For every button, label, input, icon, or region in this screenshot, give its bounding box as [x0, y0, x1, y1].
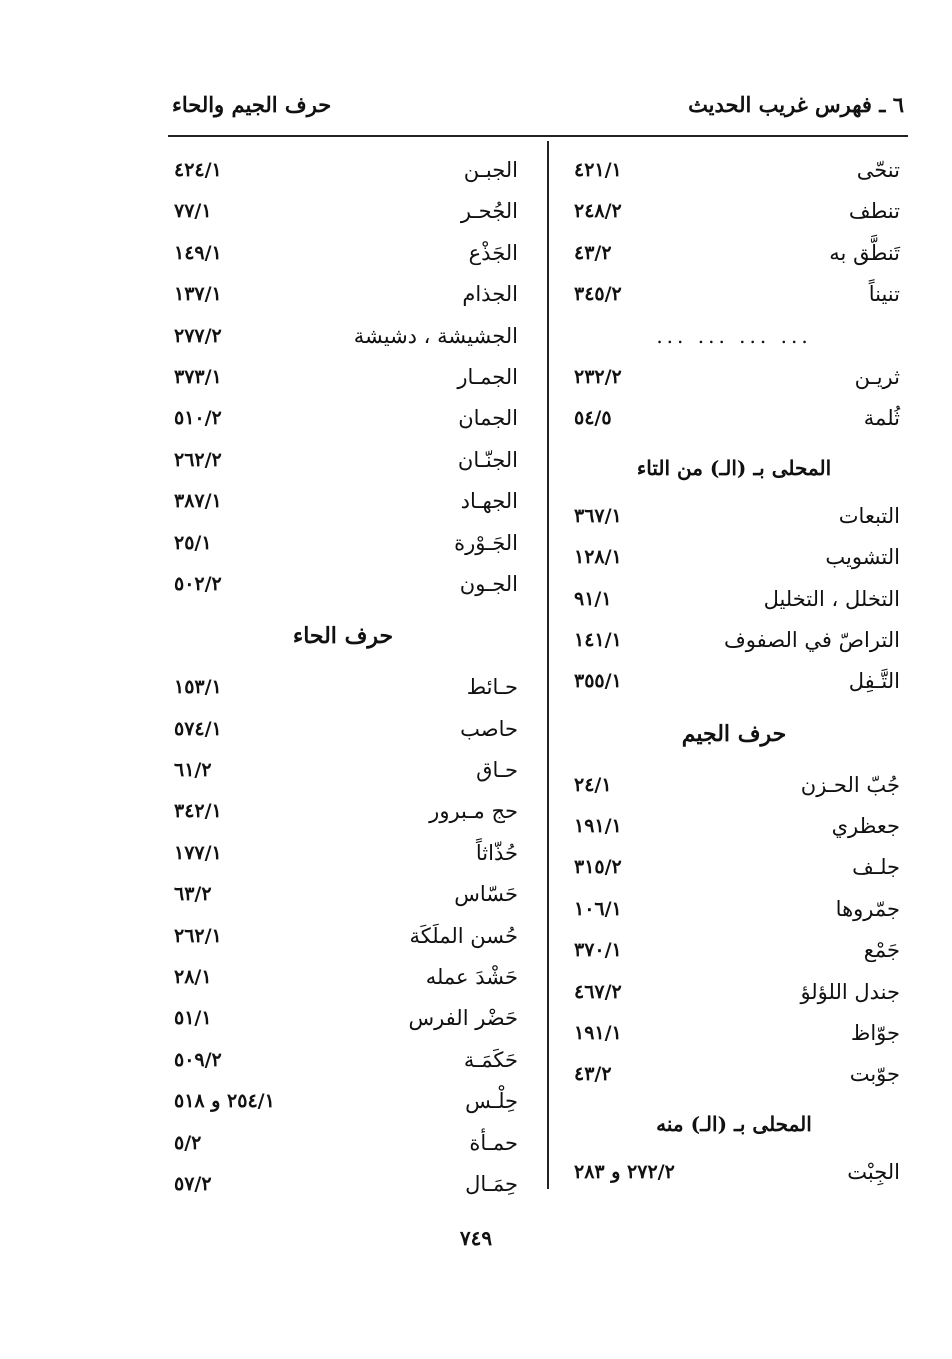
entry-ref: ٢٦٢/٢	[174, 448, 222, 471]
entry-term: الجمان	[458, 406, 518, 431]
entry-ref: ٢٨/١	[174, 966, 212, 989]
entry-term: حمـأة	[469, 1130, 518, 1155]
entry-ref: ٢٧٧/٢	[174, 324, 222, 347]
index-entry	[568, 1152, 900, 1193]
subheading-minhu: المحلى بـ (الـ) منه	[656, 1111, 812, 1136]
index-entry	[168, 357, 518, 398]
entry-ref: ٤٢١/١	[574, 159, 622, 181]
index-entry	[568, 496, 900, 537]
entry-term: الجبـن	[463, 158, 518, 182]
entry-ref: ١٢٨/١	[574, 546, 622, 569]
entry-term: حِلْـس	[465, 1089, 518, 1114]
index-entry	[568, 537, 900, 578]
entry-term: جوّبت	[849, 1062, 900, 1087]
entry-ref: ٣٨٧/١	[174, 490, 222, 513]
entry-ref: ٢٧٢/٢ و ٢٨٣	[574, 1160, 675, 1183]
entry-term: حُذّاثاً	[475, 840, 518, 865]
entry-ref: ٣١٥/٢	[574, 856, 622, 879]
entry-term: الجذام	[462, 282, 518, 307]
index-entry	[568, 1054, 900, 1095]
subheading-taa: المحلى بـ (الـ) من التاء	[636, 455, 832, 480]
entry-term: ثريـن	[854, 364, 900, 389]
index-entry	[168, 1081, 518, 1122]
entry-ref: ٦١/٢	[174, 759, 212, 782]
header-rule	[168, 135, 908, 137]
entry-term: جمّروها	[835, 896, 900, 921]
entry-ref: ٢٦٢/١	[174, 924, 222, 947]
entry-ref: ٢٤٨/٢	[574, 200, 622, 223]
index-entry	[168, 523, 518, 564]
entry-ref: ٣٧٣/١	[174, 365, 222, 388]
index-entry	[168, 750, 518, 791]
index-entry	[168, 233, 518, 274]
index-entry	[568, 661, 900, 702]
entry-term: حَكَمَـة	[463, 1047, 518, 1072]
entry-term: جعظري	[831, 814, 900, 839]
index-entry	[168, 709, 518, 750]
entry-ref: ٣٤٥/٢	[574, 283, 622, 306]
entry-term: حاصب	[460, 716, 518, 741]
index-entry	[168, 481, 518, 522]
index-entry	[168, 833, 518, 874]
entry-ref: ٥١/١	[174, 1007, 212, 1030]
entry-term: الجنّـان	[457, 447, 518, 472]
running-header-left: حرف الجيم والحاء	[172, 92, 332, 117]
entry-term: جوّاظ	[850, 1021, 900, 1046]
index-entry	[568, 150, 900, 191]
entry-ref: ٣٧٠/١	[574, 939, 622, 962]
entry-ref: ٧٧/١	[174, 200, 212, 223]
entry-ref: ٢٤/١	[574, 773, 612, 796]
entry-term: التشويب	[825, 545, 900, 570]
index-entry	[168, 957, 518, 998]
index-entry	[568, 357, 900, 398]
entry-term: الجَـوْرة	[454, 530, 518, 555]
index-entry	[568, 847, 900, 888]
index-entry	[168, 1164, 518, 1205]
entry-term: جَمْع	[863, 938, 900, 963]
running-header-right: ٦ ـ فهرس غريب الحديث	[688, 92, 904, 117]
entry-term: حَضْر الفرس	[408, 1006, 518, 1031]
entry-term: ثُلمة	[863, 406, 900, 431]
entry-term: جندل اللؤلؤ	[800, 979, 900, 1004]
right-column	[568, 150, 900, 1193]
index-entry	[568, 274, 900, 315]
index-entry	[568, 889, 900, 930]
entry-ref: ٢٥/١	[174, 531, 212, 554]
entry-term: حـائط	[466, 675, 518, 700]
entry-ref: ٩١/١	[574, 587, 612, 610]
entry-term: تنحّى	[856, 158, 900, 182]
entry-term: حج مـبرور	[429, 799, 518, 824]
index-entry	[168, 998, 518, 1039]
entry-term: حَشْدَ عمله	[425, 965, 518, 990]
entry-ref: ٥٧/٢	[174, 1172, 212, 1195]
entry-ref: ١٧٧/١	[174, 841, 222, 864]
entry-term: حِمَـال	[465, 1171, 518, 1196]
entry-ref: ٤٣/٢	[574, 241, 612, 264]
entry-ref: ٥٠٢/٢	[174, 572, 222, 595]
index-entry	[168, 316, 518, 357]
entry-term: جلـف	[852, 855, 900, 880]
index-entry	[568, 579, 900, 620]
index-entry	[168, 1040, 518, 1081]
index-entry	[568, 191, 900, 232]
entry-ref: ٥٧٤/١	[174, 717, 222, 740]
entry-term: التخلل ، التخليل	[763, 586, 900, 611]
entry-ref: ٦٣/٢	[174, 883, 212, 906]
entry-term: التَّـفِل	[848, 669, 900, 694]
index-entry	[568, 806, 900, 847]
index-entry	[168, 191, 518, 232]
index-entry	[568, 233, 900, 274]
section-heading-haa: حرف الحاء	[292, 623, 394, 650]
entry-term: الجُحـر	[460, 199, 518, 224]
entry-ref: ٥٤/٥	[574, 407, 612, 430]
entry-term: الجشيشة ، دشيشة	[353, 323, 518, 348]
index-entry	[168, 1123, 518, 1164]
entry-ref: ١٠٦/١	[574, 897, 622, 920]
entry-ref: ١٩١/١	[574, 815, 622, 838]
entry-ref: ٢٥٤/١ و ٥١٨	[174, 1090, 275, 1113]
entry-term: تَنطَّق به	[829, 240, 900, 265]
entry-ref: ٣٥٥/١	[574, 670, 622, 693]
entry-term: حُسن الملَكَة	[409, 923, 518, 948]
entry-ref: ٥٠٩/٢	[174, 1048, 222, 1071]
entry-term: الجهـاد	[460, 489, 518, 514]
index-entry	[168, 916, 518, 957]
column-divider	[547, 141, 549, 1189]
entry-term: الجِبْت	[847, 1159, 900, 1184]
entry-ref: ٤٢٤/١	[174, 159, 222, 181]
ellipsis-separator: ... ... ... ...	[656, 323, 812, 348]
entry-term: تنطف	[848, 199, 900, 224]
entry-ref: ٥/٢	[174, 1131, 202, 1154]
entry-term: التراصّ في الصفوف	[724, 627, 900, 652]
entry-ref: ٤٣/٢	[574, 1063, 612, 1086]
index-entry	[168, 791, 518, 832]
entry-ref: ١٤١/١	[574, 628, 622, 651]
entry-term: الجمـار	[457, 364, 518, 389]
entry-term: الجـون	[459, 571, 518, 596]
index-entry	[568, 620, 900, 661]
entry-term: الجَذْع	[468, 240, 518, 265]
index-entry	[168, 667, 518, 708]
index-entry	[168, 440, 518, 481]
entry-ref: ٣٤٢/١	[174, 800, 222, 823]
page-number: ٧٤٩	[459, 1226, 493, 1250]
index-entry	[168, 564, 518, 605]
entry-ref: ١٩١/١	[574, 1022, 622, 1045]
entry-term: حـاق	[476, 758, 518, 783]
entry-ref: ٤٦٧/٢	[574, 980, 622, 1003]
entry-ref: ٢٣٢/٢	[574, 365, 622, 388]
entry-term: جُبّ الحـزن	[800, 772, 900, 797]
index-entry	[568, 1013, 900, 1054]
entry-term: التبعات	[838, 503, 900, 528]
index-entry	[568, 930, 900, 971]
index-entry	[168, 150, 518, 191]
section-heading-jeem: حرف الجيم	[681, 720, 787, 747]
entry-term: تنيناً	[868, 282, 900, 307]
entry-term: حَسّاس	[454, 882, 518, 907]
entry-ref: ٥١٠/٢	[174, 407, 222, 430]
left-column	[168, 150, 518, 1205]
index-entry	[568, 398, 900, 439]
index-entry	[168, 874, 518, 915]
entry-ref: ١٥٣/١	[174, 676, 222, 699]
index-entry	[568, 972, 900, 1013]
index-entry	[568, 765, 900, 806]
entry-ref: ٣٦٧/١	[574, 504, 622, 527]
index-entry	[168, 274, 518, 315]
entry-ref: ١٤٩/١	[174, 241, 222, 264]
entry-ref: ١٣٧/١	[174, 283, 222, 306]
index-entry	[168, 398, 518, 439]
